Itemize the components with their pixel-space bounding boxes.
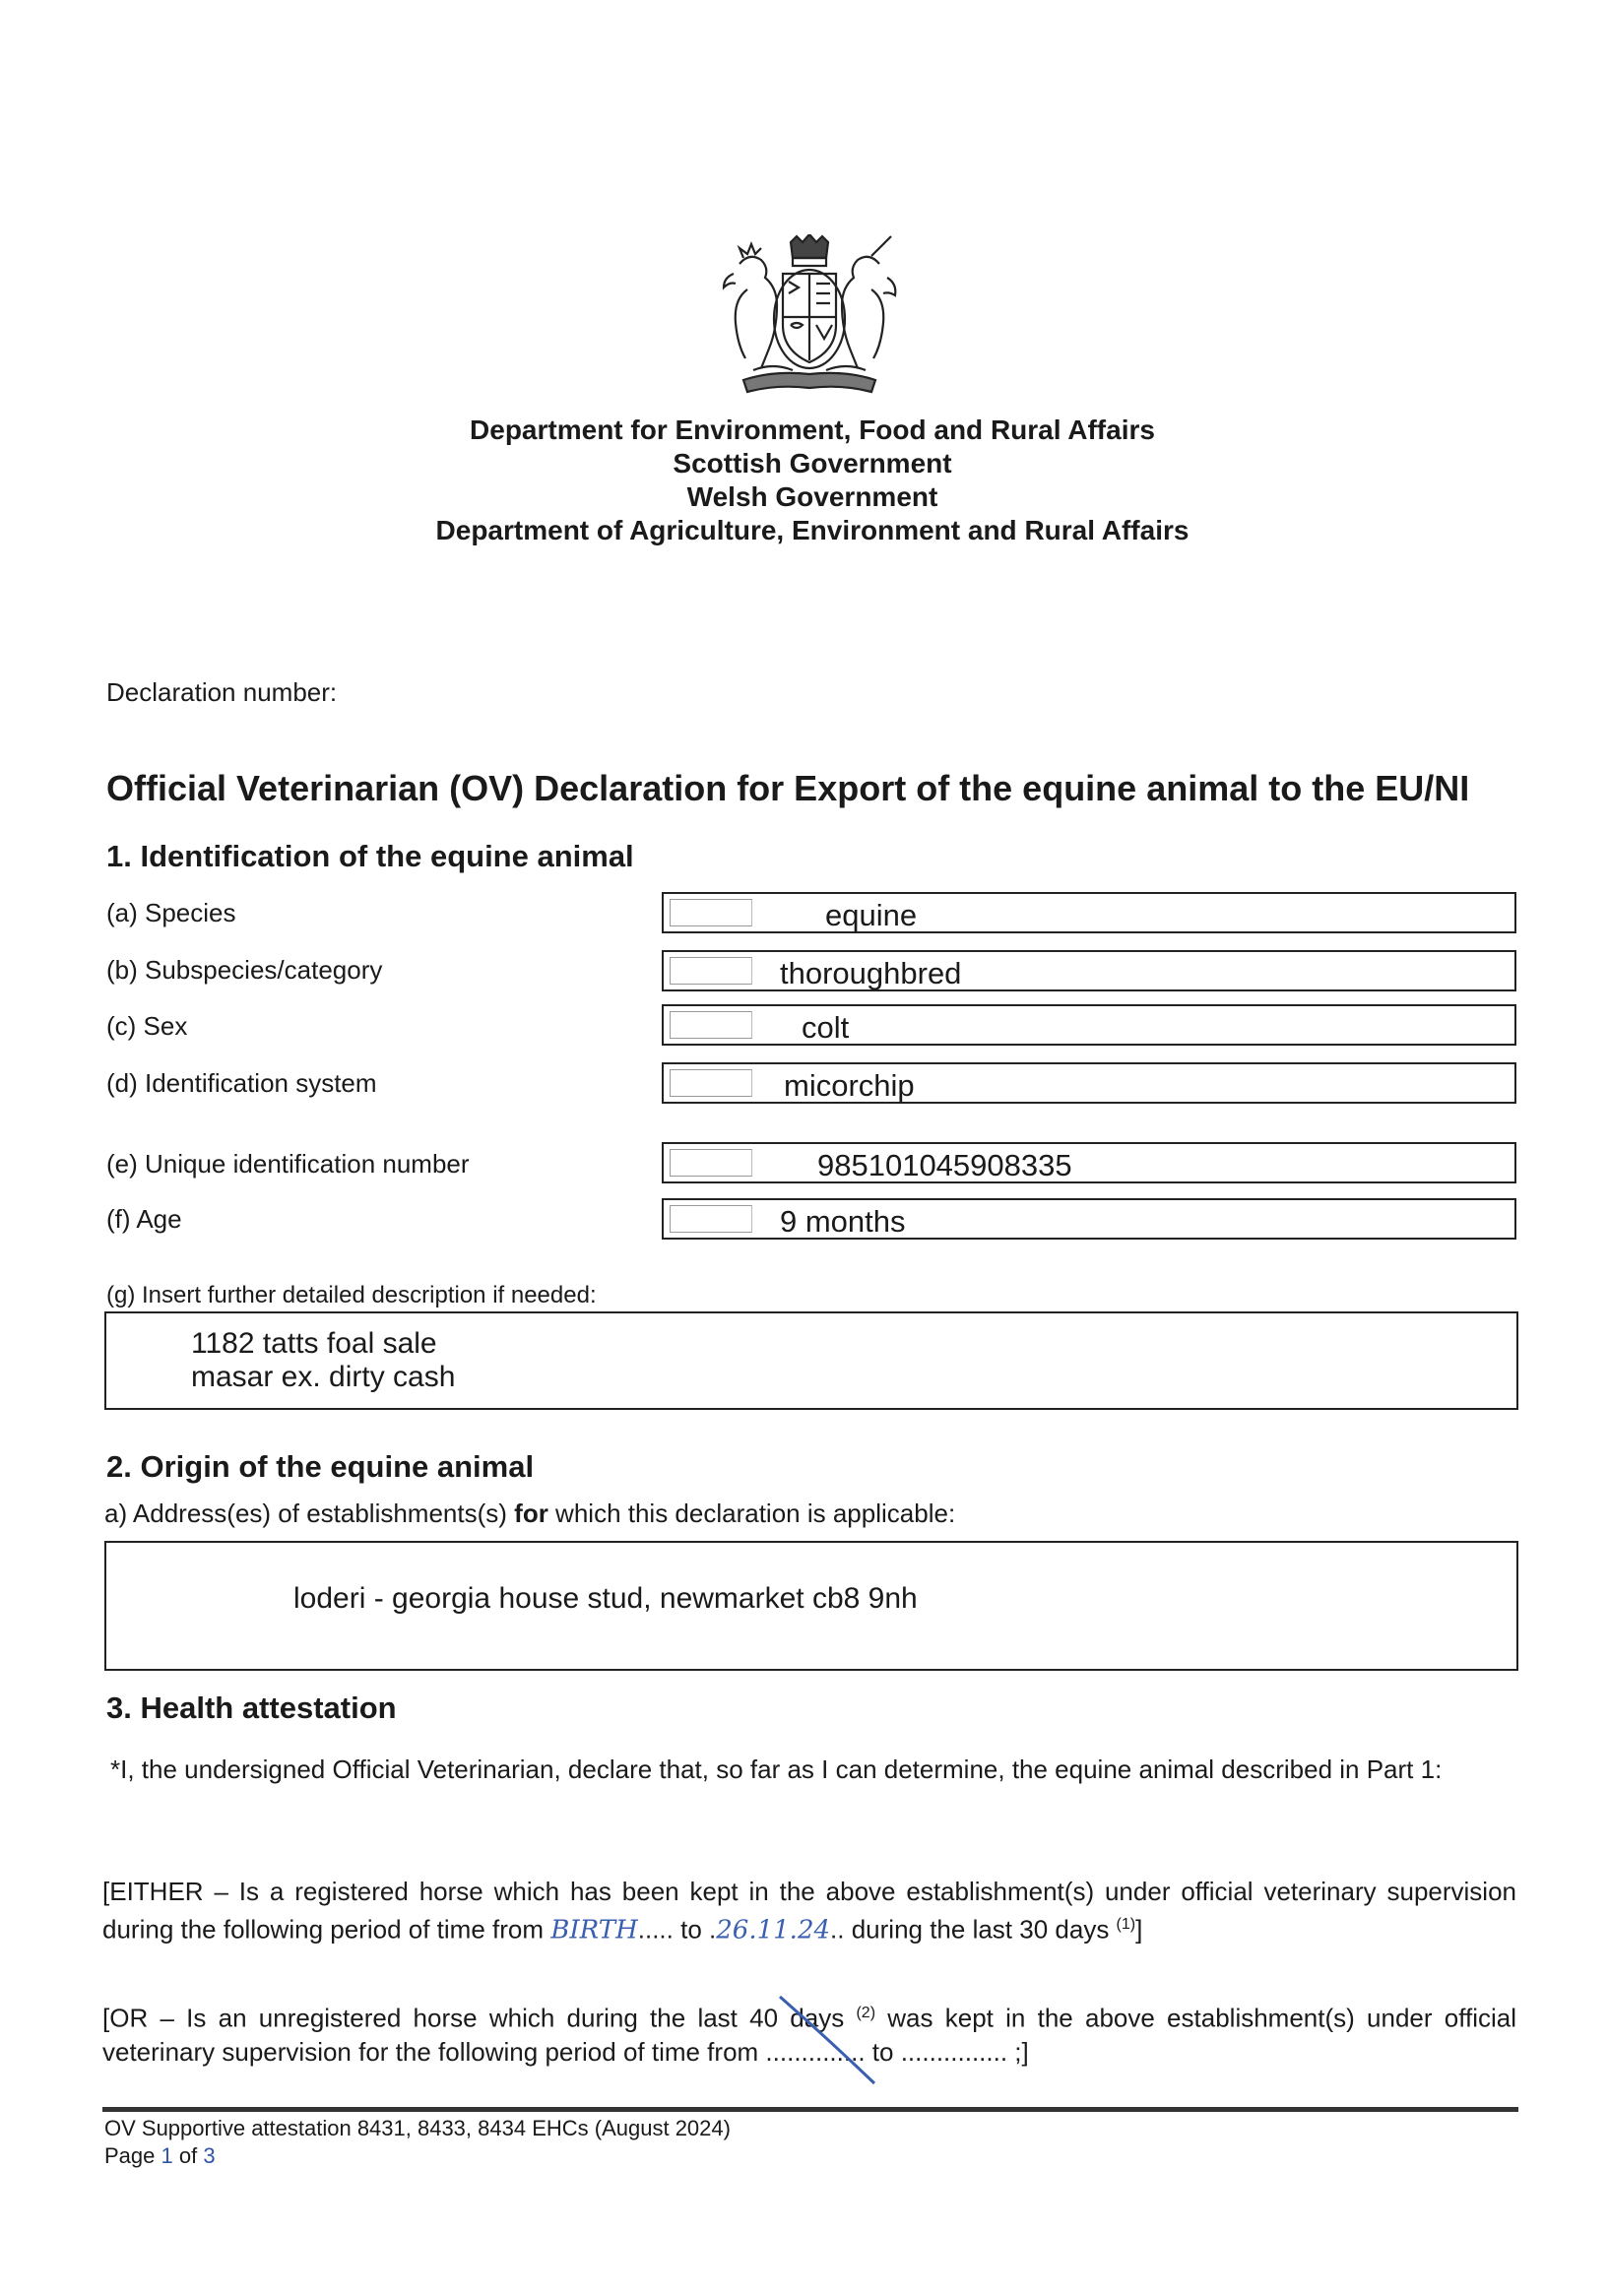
establishment-address-label: a) Address(es) of establishments(s) for which this declaration is applicable:: [104, 1499, 956, 1528]
footer-reference: OV Supportive attestation 8431, 8433, 8434 EHCs (August 2024): [104, 2116, 731, 2140]
strike-through-mark: [768, 1989, 896, 2087]
establishment-address-box[interactable]: [104, 1541, 1518, 1671]
identification-system-value: micorchip: [784, 1068, 915, 1103]
either-clause: [EITHER – Is a registered horse which has been kept in the above establishment(s) under official veterinary supervision during the following period of time from BIRTH..... to .26.11.24.. during the last 30 days $^{(1)}$]: [102, 1877, 1516, 1945]
age-field[interactable]: [662, 1198, 1516, 1240]
section-3-heading: 3. Health attestation: [106, 1690, 397, 1725]
authority-defra: Department for Environment, Food and Rural Affairs: [470, 415, 1155, 445]
page-number: Page 1 of 3: [104, 2143, 216, 2168]
further-description-line-2: masar ex. dirty cash: [191, 1361, 456, 1393]
unique-id-field[interactable]: [662, 1142, 1516, 1183]
either-to-handwritten: 26.11.24: [716, 1915, 831, 1945]
issuing-authorities: [0, 414, 1608, 547]
species-label: (a) Species: [106, 898, 236, 927]
authority-welsh-government: Welsh Government: [686, 481, 938, 512]
declaration-number-label: Declaration number:: [106, 677, 338, 707]
section-2-heading: 2. Origin of the equine animal: [106, 1449, 535, 1484]
subspecies-field[interactable]: [662, 950, 1516, 991]
sex-value: colt: [802, 1010, 850, 1045]
unique-id-label: (e) Unique identification number: [106, 1149, 470, 1179]
identification-system-label: (d) Identification system: [106, 1068, 377, 1098]
age-value: 9 months: [780, 1204, 906, 1239]
establishment-address-value: loderi - georgia house stud, newmarket cb8 9nh: [293, 1582, 918, 1615]
further-description-label: (g) Insert further detailed description if needed:: [106, 1282, 597, 1308]
unique-id-value: 985101045908335: [817, 1148, 1072, 1182]
species-field[interactable]: [662, 892, 1516, 933]
document-title: Official Veterinarian (OV) Declaration for Export of the equine animal to the EU/NI: [106, 768, 1470, 808]
health-attestation-intro: *I, the undersigned Official Veterinarian, declare that, so far as I can determine, the equine animal described in Part 1:: [110, 1754, 1443, 1784]
identification-system-field[interactable]: [662, 1062, 1516, 1104]
further-description-box[interactable]: [104, 1311, 1518, 1410]
subspecies-value: thoroughbred: [780, 956, 962, 990]
section-1-heading: 1. Identification of the equine animal: [106, 839, 634, 873]
authority-daera: Department of Agriculture, Environment and Rural Affairs: [435, 515, 1190, 545]
sex-label: (c) Sex: [106, 1011, 188, 1041]
age-label: (f) Age: [106, 1204, 182, 1234]
subspecies-label: (b) Subspecies/category: [106, 955, 383, 985]
sex-field[interactable]: [662, 1004, 1516, 1046]
footer-rule: [102, 2107, 1518, 2112]
species-value: equine: [825, 898, 918, 932]
further-description-line-1: 1182 tatts foal sale: [191, 1327, 437, 1360]
authority-scottish-government: Scottish Government: [673, 448, 952, 478]
or-clause: [OR – Is an unregistered horse which during the last 40 days $^{(2)}$ was kept in the above establishment(s) under official veterinary supervision for the following period of time from .............. to ............... ;]: [102, 2003, 1516, 2067]
either-from-handwritten: BIRTH: [550, 1915, 638, 1945]
royal-coat-of-arms-icon: [714, 234, 906, 402]
